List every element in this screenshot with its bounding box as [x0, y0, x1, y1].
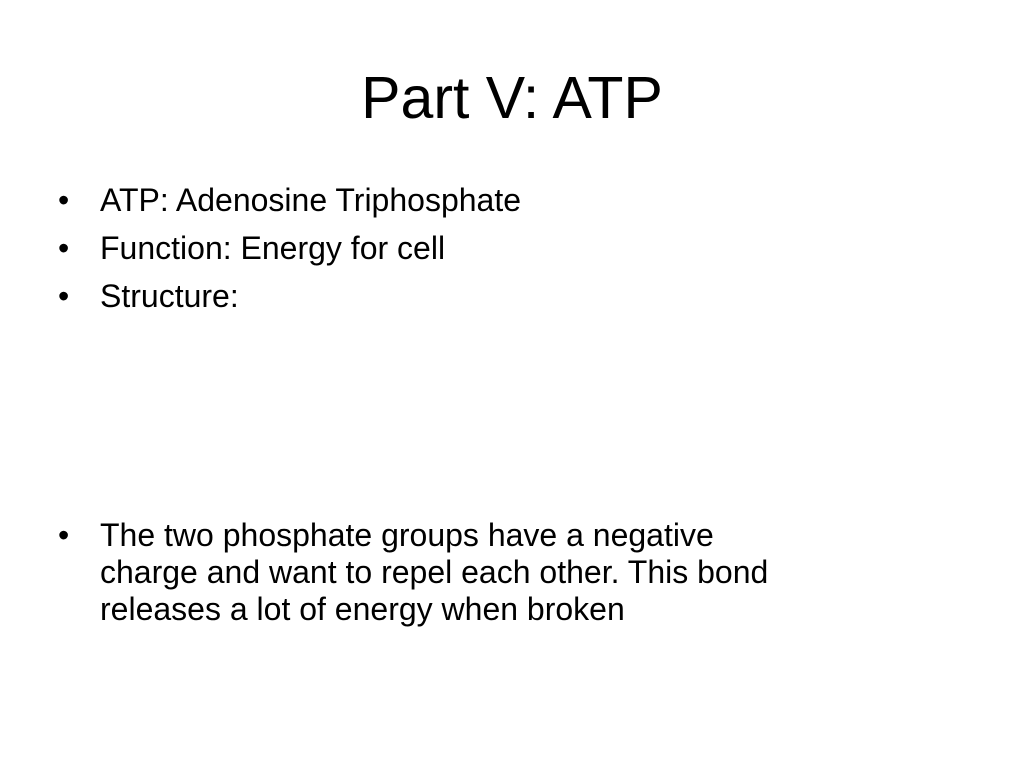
bullet-text: The two phosphate groups have a negative charge and want to repel each other. This bond releases a lot of energy when broken [100, 517, 769, 627]
bullet-text: ATP: Adenosine Triphosphate [100, 182, 522, 218]
slide-title: Part V: ATP [361, 65, 663, 131]
bullet-marker: • [58, 230, 70, 266]
bullet-text: Structure: [100, 278, 239, 314]
bullet-text: Function: Energy for cell [100, 230, 446, 266]
bullet-marker: • [58, 517, 70, 553]
bullet-marker: • [58, 278, 70, 314]
bullet-marker: • [58, 182, 70, 218]
